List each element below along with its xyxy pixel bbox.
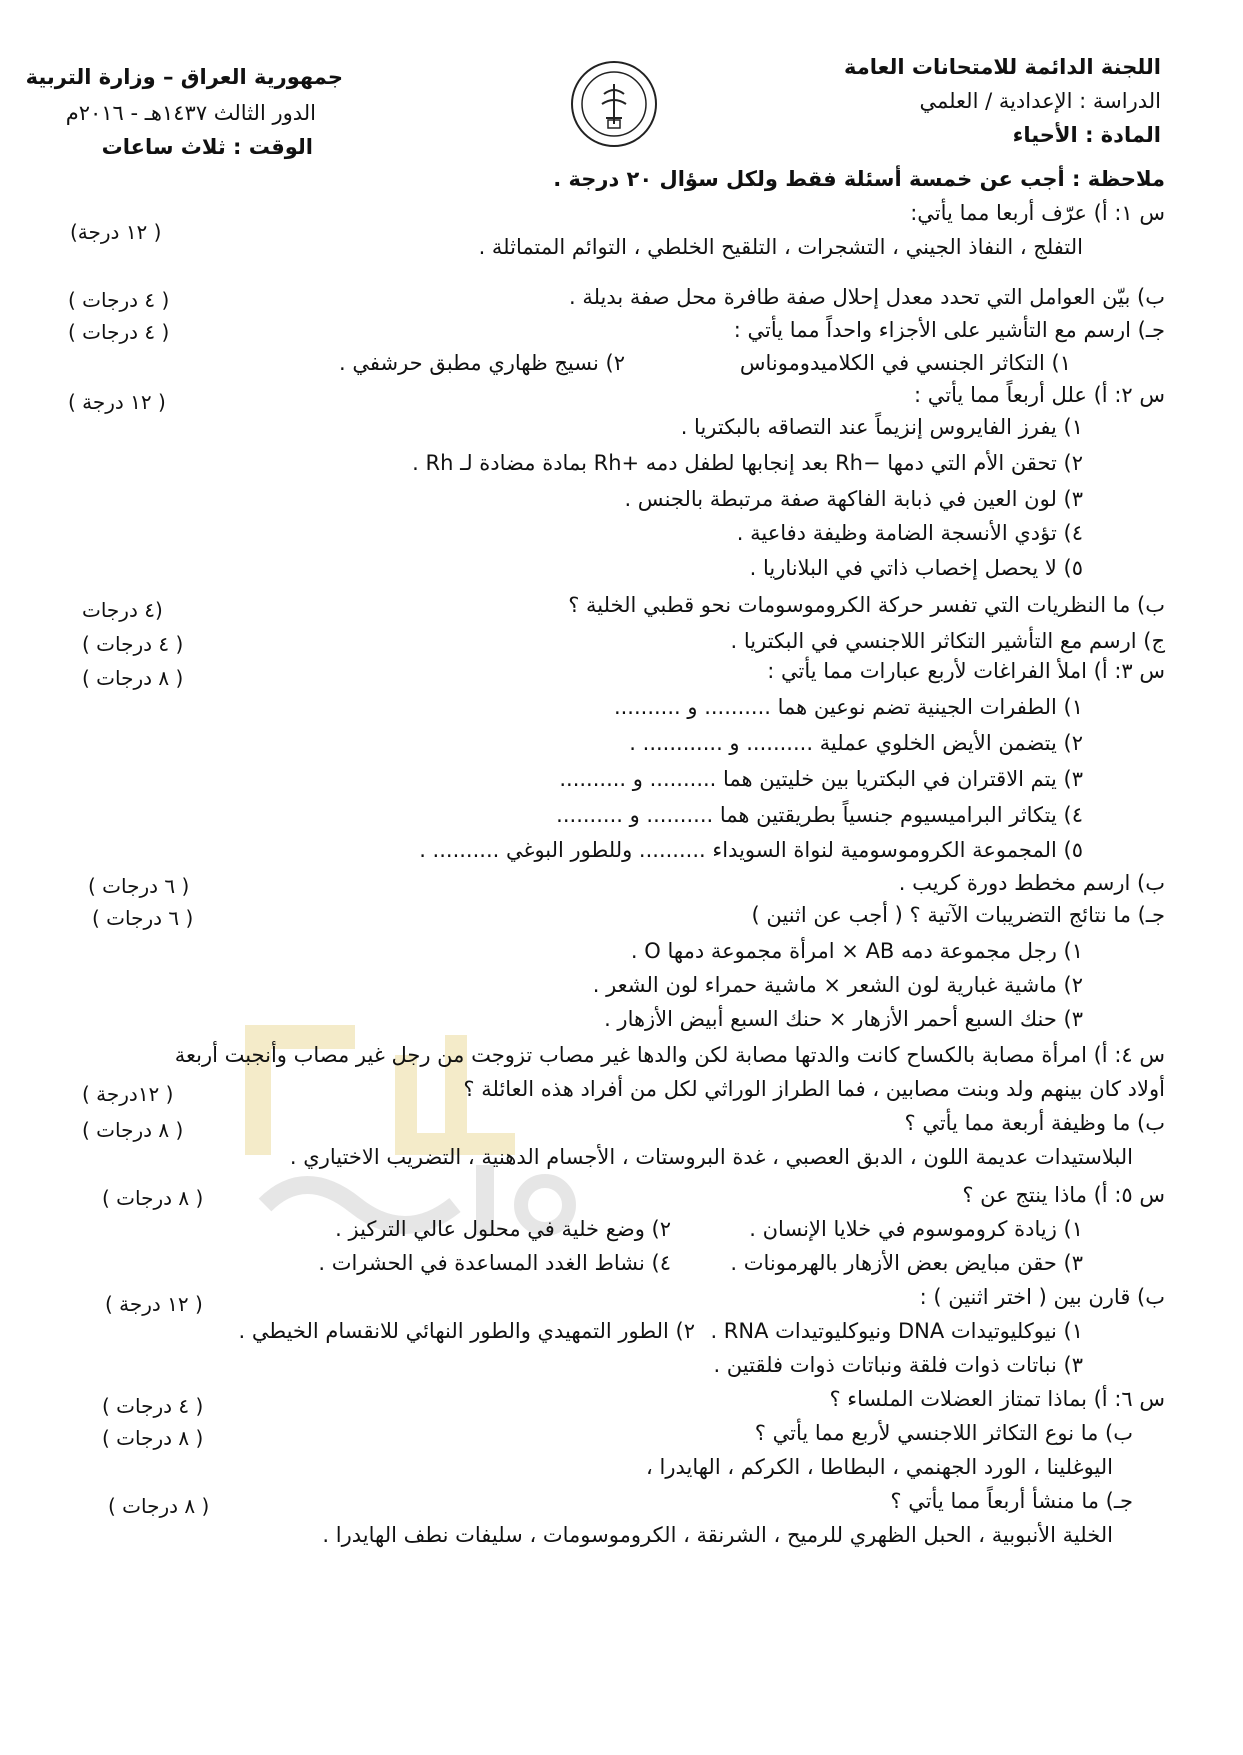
q4-b-items: البلاستيدات عديمة اللون ، الدبق العصبي ، غدة البروستات ، الأجسام الدهنية ، التضريب الاختياري . (289, 1145, 1133, 1169)
q1-c: جـ) ارسم مع التأشير على الأجزاء واحداً مما يأتي : (733, 318, 1165, 342)
q2-i2: ٢) تحقن الأم التي دمها −Rh بعد إنجابها لطفل دمه +Rh بمادة مضادة لـ Rh . (412, 451, 1083, 475)
q6-c: جـ) ما منشأ أربعاً مما يأتي ؟ (890, 1489, 1133, 1513)
q2-mark-c: ( ٤ درجات ) (82, 632, 184, 656)
q1-a-items: التفلج ، النفاذ الجيني ، التشجرات ، التلقيح الخلطي ، التوائم المتماثلة . (478, 235, 1083, 259)
instructions-note: ملاحظة : أجب عن خمسة أسئلة فقط ولكل سؤال ٢٠ درجة . (553, 167, 1165, 191)
q2-mark-a: ( ١٢ درجة ) (68, 390, 166, 414)
q5-a: س ٥: أ) ماذا ينتج عن ؟ (962, 1183, 1165, 1207)
q2-c: ج) ارسم مع التأشير التكاثر اللاجنسي في البكتريا . (730, 629, 1165, 653)
q3-i1: ١) الطفرات الجينية تضم نوعين هما .......... و .......... (613, 695, 1083, 719)
q4-a1: س ٤: أ) امرأة مصابة بالكساح كانت والدتها مصابة لكن والدها غير مصاب تزوجت من رجل غير مصاب وأنجبت أربعة (174, 1043, 1165, 1067)
q5-b1: ١) نيوكليوتيدات DNA ونيوكليوتيدات RNA . (710, 1319, 1083, 1343)
q3-c2: ٢) ماشية غبارية لون الشعر × ماشية حمراء لون الشعر . (592, 973, 1083, 997)
q2-i3: ٣) لون العين في ذبابة الفاكهة صفة مرتبطة بالجنس . (624, 487, 1083, 511)
q5-a4: ٤) نشاط الغدد المساعدة في الحشرات . (318, 1251, 671, 1275)
q1-c2: ٢) نسيج ظهاري مطبق حرشفي . (339, 351, 625, 375)
q4-b: ب) ما وظيفة أربعة مما يأتي ؟ (904, 1111, 1165, 1135)
q5-mark-a: ( ٨ درجات ) (102, 1186, 204, 1210)
q5-a3: ٣) حقن مبايض بعض الأزهار بالهرمونات . (730, 1251, 1083, 1275)
q3-mark-c: ( ٦ درجات ) (92, 906, 194, 930)
q3-c1: ١) رجل مجموعة دمه AB × امرأة مجموعة دمها O . (630, 939, 1083, 963)
q5-b3: ٣) نباتات ذوات فلقة ونباتات ذوات فلقتين . (713, 1353, 1083, 1377)
study-line: الدراسة : الإعدادية / العلمي (919, 89, 1161, 113)
q3-i2: ٢) يتضمن الأيض الخلوي عملية .......... و ............ . (629, 731, 1083, 755)
q6-mark-b: ( ٨ درجات ) (102, 1426, 204, 1450)
committee-title: اللجنة الدائمة للامتحانات العامة (844, 55, 1161, 79)
q2-mark-d: ( ٨ درجات ) (82, 666, 184, 690)
q3-a: س ٣: أ) املأ الفراغات لأربع عبارات مما يأتي : (767, 659, 1165, 683)
q3-i4: ٤) يتكاثر البراميسيوم جنسياً بطريقتين هما .......... و .......... (556, 803, 1083, 827)
q1-mark-c: ( ٤ درجات ) (68, 320, 170, 344)
ministry-seal-icon (568, 58, 660, 150)
republic-line: جمهورية العراق – وزارة التربية (25, 65, 343, 89)
q2-i4: ٤) تؤدي الأنسجة الضامة وظيفة دفاعية . (736, 521, 1083, 545)
round-line: الدور الثالث ١٤٣٧هـ - ٢٠١٦م (65, 101, 316, 125)
q1-b: ب) بيّن العوامل التي تحدد معدل إحلال صفة طافرة محل صفة بديلة . (568, 285, 1165, 309)
time-line: الوقت : ثلاث ساعات (101, 135, 313, 159)
q4-mark-b: ( ٨ درجات ) (82, 1118, 184, 1142)
q6-c-items: الخلية الأنبوبية ، الحبل الظهري للرميح ، الشرنقة ، الكروموسومات ، سليفات نطف الهايدرا . (322, 1523, 1113, 1547)
q2-i5: ٥) لا يحصل إخصاب ذاتي في البلاناريا . (749, 556, 1083, 580)
q5-mark-b: ( ١٢ درجة ) (105, 1292, 203, 1316)
subject-line: المادة : الأحياء (1012, 123, 1161, 147)
q3-mark-b: ( ٦ درجات ) (88, 874, 190, 898)
q5-a1: ١) زيادة كروموسوم في خلايا الإنسان . (749, 1217, 1083, 1241)
q2-i1: ١) يفرز الفايروس إنزيماً عند التصاقه بالبكتريا . (680, 415, 1083, 439)
q2-a: س ٢: أ) علل أربعاً مما يأتي : (914, 383, 1165, 407)
q5-b2: ٢) الطور التمهيدي والطور النهائي للانقسام الخيطي . (238, 1319, 695, 1343)
q5-b: ب) قارن بين ( اختر اثنين ) : (919, 1285, 1165, 1309)
q3-i5: ٥) المجموعة الكروموسومية لنواة السويداء .......... وللطور البوغي .......... . (419, 838, 1083, 862)
q5-a2: ٢) وضع خلية في محلول عالي التركيز . (335, 1217, 671, 1241)
q6-a: س ٦: أ) بماذا تمتاز العضلات الملساء ؟ (829, 1387, 1165, 1411)
q2-mark-b: (٤ درجات (82, 598, 163, 622)
q3-c3: ٣) حنك السبع أحمر الأزهار × حنك السبع أبيض الأزهار . (604, 1007, 1083, 1031)
q1-a: س ١: أ) عرّف أربعا مما يأتي: (910, 201, 1165, 225)
q2-b: ب) ما النظريات التي تفسر حركة الكروموسومات نحو قطبي الخلية ؟ (568, 593, 1165, 617)
q1-mark-b: ( ٤ درجات ) (68, 288, 170, 312)
q1-mark-a: ( ١٢ درجة) (70, 220, 162, 244)
q3-c: جـ) ما نتائج التضريبات الآتية ؟ ( أجب عن اثنين ) (751, 903, 1165, 927)
q4-mark-a: ( ١٢درجة ) (82, 1082, 174, 1106)
q1-c1: ١) التكاثر الجنسي في الكلاميدوموناس (739, 351, 1071, 375)
q3-b: ب) ارسم مخطط دورة كريب . (898, 871, 1165, 895)
q4-a2: أولاد كان بينهم ولد وبنت مصابين ، فما الطراز الوراثي لكل من أفراد هذه العائلة ؟ (463, 1077, 1165, 1101)
q6-mark-a: ( ٤ درجات ) (102, 1394, 204, 1418)
q3-i3: ٣) يتم الاقتران في البكتريا بين خليتين هما .......... و .......... (559, 767, 1083, 791)
q6-mark-c: ( ٨ درجات ) (108, 1494, 210, 1518)
q6-b-items: اليوغلينا ، الورد الجهنمي ، البطاطا ، الكركم ، الهايدرا ، (646, 1455, 1113, 1479)
q6-b: ب) ما نوع التكاثر اللاجنسي لأربع مما يأتي ؟ (754, 1421, 1133, 1445)
